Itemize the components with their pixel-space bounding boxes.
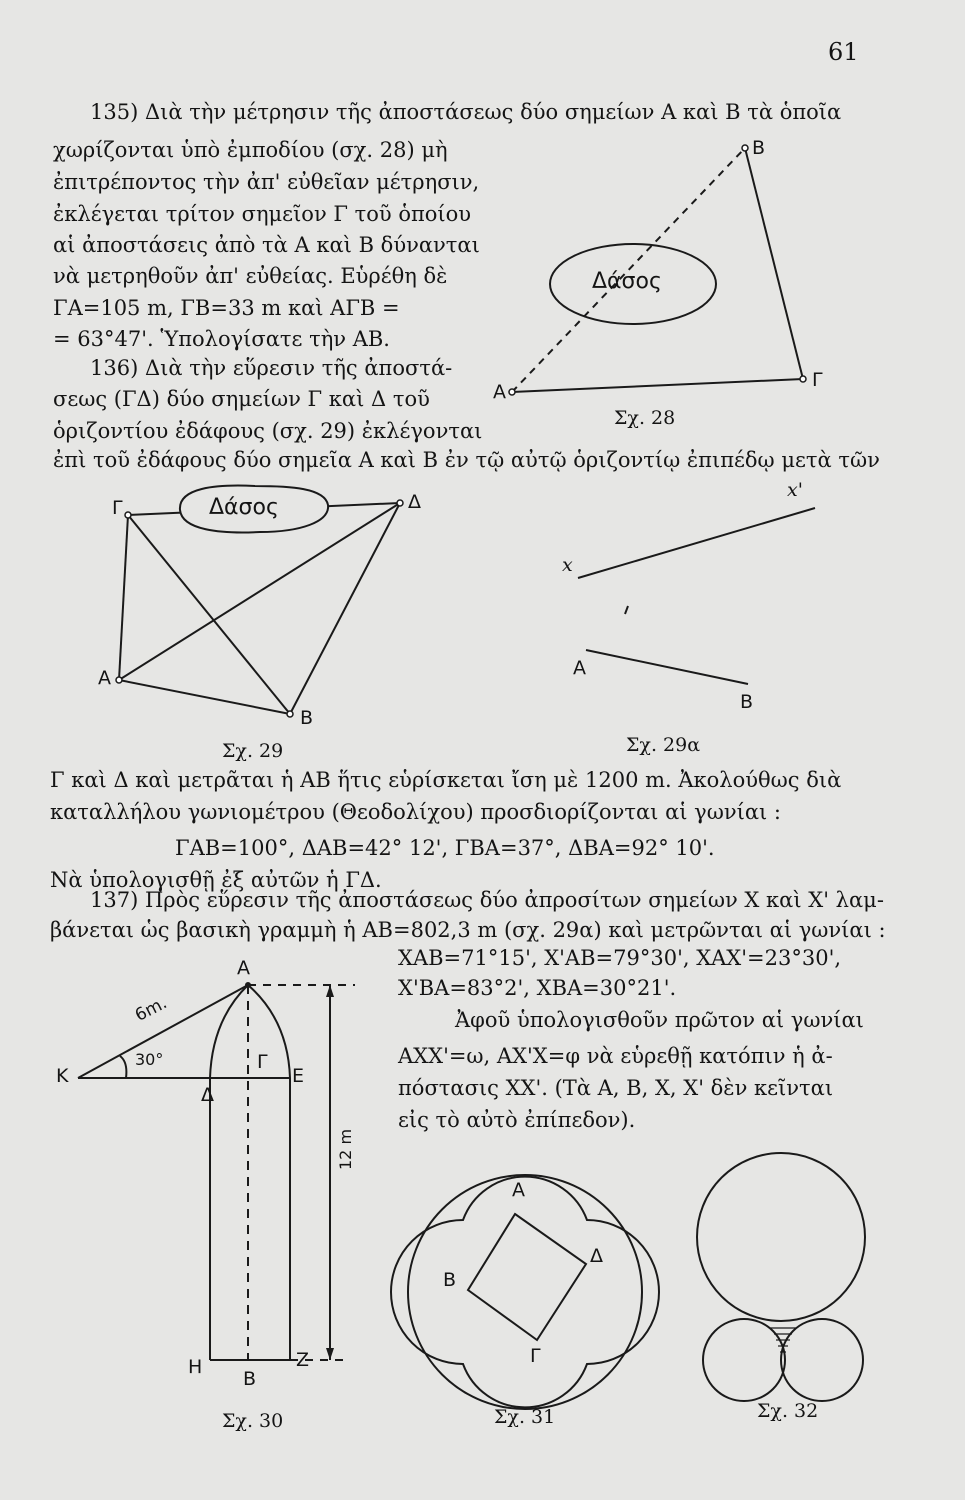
text-line-23: πόστασις ΧΧ'. (Τὰ Α, Β, Χ, Χ' δὲν κεῖνται [398,1076,834,1100]
fig29a-label-x-prime: x' [787,479,803,501]
fig30-label-a: Α [237,957,250,979]
fig30-drawing [78,982,355,1360]
fig28-label-a: Α [493,381,506,403]
fig32-drawing [697,1153,865,1401]
text-line-4: ἐκλέγεται τρίτον σημεῖον Γ τοῦ ὁποίου [53,202,472,226]
text-line-6: νὰ μετρηθοῦν ἀπ' εὐθείας. Εὑρέθη δὲ [53,264,448,288]
fig29-label-b: Β [300,707,314,729]
fig30-label-b: Β [243,1368,257,1390]
fig29a-label-a: Α [573,657,586,679]
fig31-label-a: Α [512,1179,525,1201]
fig29a-line-xx [578,508,815,578]
fig29-line-ga [119,515,128,680]
fig30-label-g: Γ [257,1051,268,1073]
text-line-13: Γ καὶ Δ καὶ μετρᾶται ἡ ΑΒ ἥτις εὑρίσκεται ἴση μὲ 1200 m. Ἀκολούθως διὰ [50,768,842,792]
fig32-bottom-right-circle [781,1319,863,1401]
fig32-top-circle [697,1153,865,1321]
fig29-drawing [116,486,403,717]
fig28-label-b: Β [752,137,766,159]
fig30-label-k: K [56,1065,69,1087]
fig30-label-angle: 30° [135,1050,164,1069]
text-line-15-angles: ΓΑΒ=100°, ΔΑΒ=42° 12', ΓΒΑ=37°, ΔΒΑ=92° 10'. [175,836,715,860]
fig30-left-arc [210,985,248,1078]
text-line-16: Νὰ ὑπολογισθῇ ἐξ αὐτῶν ἡ ΓΔ. [50,868,382,892]
text-line-1: 135) Διὰ τὴν μέτρησιν τῆς ἀποστάσεως δύο σημείων Α καὶ Β τὰ ὁποῖα [90,100,842,124]
fig29-line-db [290,503,400,714]
fig29a-drawing [578,508,815,684]
fig32-bottom-left-circle [703,1319,785,1401]
fig30-caption: Σχ. 30 [222,1410,284,1432]
fig31-label-g: Γ [530,1345,541,1367]
fig30-label-h: Η [188,1356,203,1378]
fig31-label-b: Β [443,1269,457,1291]
fig29-caption: Σχ. 29 [222,740,284,762]
fig29a-line-ab [586,650,748,684]
fig29-forest-label: Δάσος [209,495,279,520]
fig28-line-bg [745,148,803,379]
fig31-quatrefoil [391,1177,659,1408]
fig28-point-a [509,389,515,395]
text-line-12: ἐπὶ τοῦ ἐδάφους δύο σημεῖα Α καὶ Β ἐν τῷ αὐτῷ ὁριζοντίῳ ἐπιπέδῳ μετὰ τῶν [53,448,880,472]
text-line-17: 137) Πρὸς εὕρεσιν τῆς ἀποστάσεως δύο ἀπροσίτων σημείων Χ καὶ Χ' λαμ- [90,888,884,912]
fig32-caption: Σχ. 32 [757,1400,819,1422]
text-line-20: Χ'ΒΑ=83°2', ΧΒΑ=30°21'. [398,976,677,1000]
fig30-label-6m: 6m. [132,993,171,1026]
fig29a-caption: Σχ. 29α [626,734,701,756]
text-line-9: 136) Διὰ τὴν εὕρεσιν τῆς ἀποστά- [90,356,453,380]
fig30-angle-arc [120,1056,126,1078]
fig29-line-ab [119,680,290,714]
fig29-label-a: Α [98,667,111,689]
text-line-21: Ἀφοῦ ὑπολογισθοῦν πρῶτον αἱ γωνίαι [455,1008,864,1032]
fig28-forest-label: Δάσος [592,269,662,294]
text-line-22: ΑΧΧ'=ω, ΑΧ'Χ=φ νὰ εὑρεθῇ κατόπιν ἡ ἀ- [398,1044,833,1068]
text-line-18: βάνεται ὡς βασικὴ γραμμὴ ἡ ΑΒ=802,3 m (σχ. 29α) καὶ μετρῶνται αἱ γωνίαι : [50,918,886,942]
text-line-7: ΓΑ=105 m, ΓΒ=33 m καὶ ΑΓΒ = [53,296,400,320]
fig29a-tick [625,606,628,614]
fig30-label-e: Ε [292,1065,305,1087]
fig28-line-ag [512,379,803,392]
fig31-square [468,1214,586,1340]
fig30-right-arc [248,985,290,1078]
text-line-2: χωρίζονται ὑπὸ ἐμποδίου (σχ. 28) μὴ [53,138,448,162]
text-line-24: εἰς τὸ αὐτὸ ἐπίπεδον). [398,1108,636,1132]
page-number: 61 [828,38,859,66]
text-line-5: αἱ ἀποστάσεις ἀπὸ τὰ Α καὶ Β δύνανται [53,233,480,257]
fig29-label-d: Δ [408,491,421,513]
fig29-label-g: Γ [112,497,123,519]
text-line-19: ΧΑΒ=71°15', Χ'ΑΒ=79°30', ΧΑΧ'=23°30', [398,946,842,970]
fig31-caption: Σχ. 31 [494,1406,556,1428]
fig29-line-gb [128,515,290,714]
fig29a-label-b: Β [740,691,754,713]
fig30-label-d: Δ [201,1084,214,1106]
fig31-outer-circle [408,1175,642,1409]
fig31-label-d: Δ [590,1245,603,1267]
text-line-14: καταλλήλου γωνιομέτρου (Θεοδολίχου) προσδιορίζονται αἱ γωνίαι : [50,800,782,824]
fig28-point-b [742,145,748,151]
fig30-label-z: Z [296,1349,310,1371]
fig30-label-12m: 12 m [336,1128,355,1170]
text-line-10: σεως (ΓΔ) δύο σημείων Γ καὶ Δ τοῦ [53,387,430,411]
fig28-label-g: Γ [812,369,823,391]
text-line-3: ἐπιτρέποντος τὴν ἀπ' εὐθεῖαν μέτρησιν, [53,170,480,194]
fig28-point-g [800,376,806,382]
fig31-shapes [391,1175,659,1409]
text-line-8: = 63°47'. Ὑπολογίσατε τὴν ΑΒ. [53,327,390,351]
fig29a-label-x: x [562,554,573,576]
text-line-11: ὁριζοντίου ἐδάφους (σχ. 29) ἐκλέγονται [53,419,483,443]
fig28-caption: Σχ. 28 [614,407,676,429]
